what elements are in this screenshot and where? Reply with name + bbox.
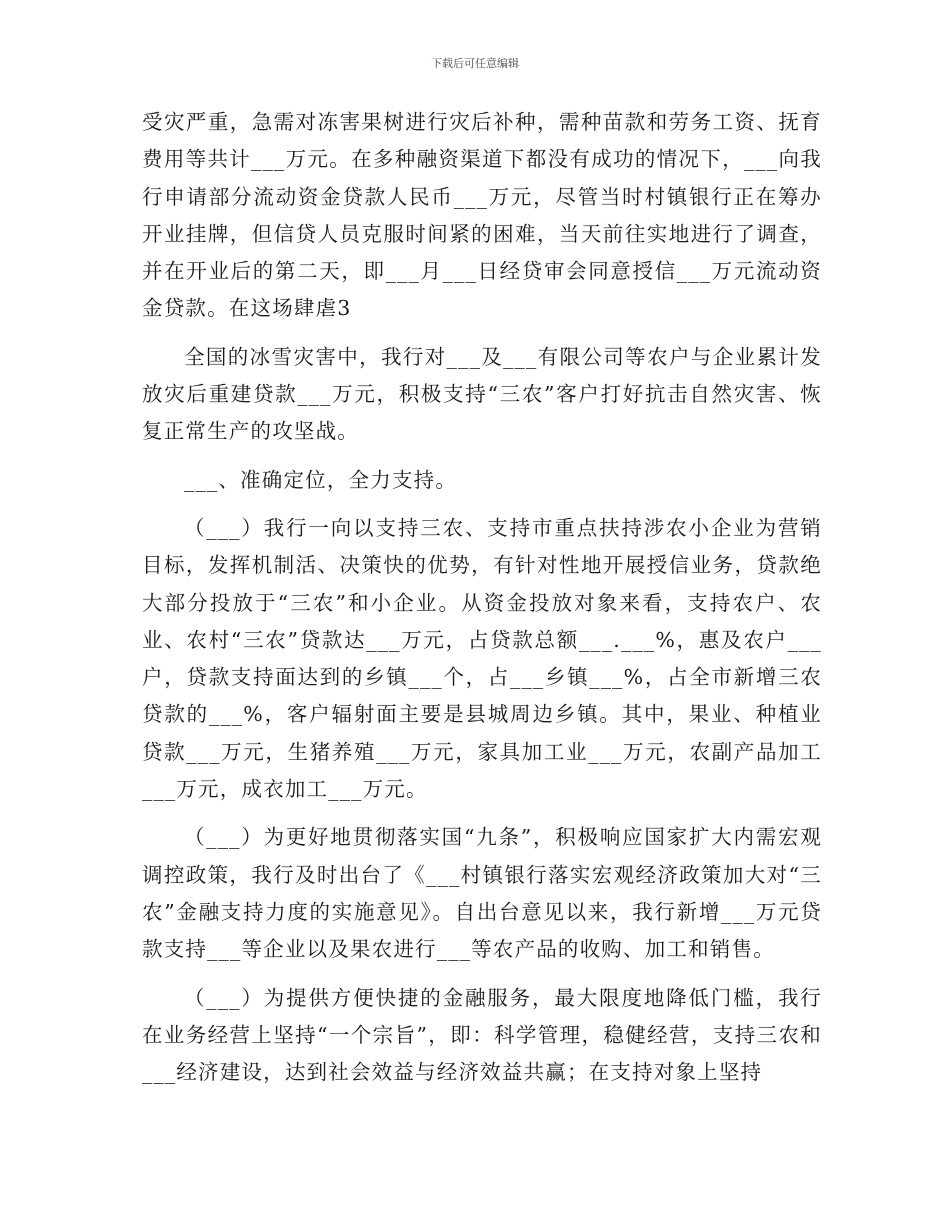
paragraph-2: 全国的冰雪灾害中，我行对___及___有限公司等农户与企业累计发放灾后重建贷款___万元，积极支持“三农”客户打好抗击自然灾害、恢复正常生产的攻坚战。	[142, 344, 822, 444]
paragraph-4: （___）我行一向以支持三农、支持市重点扶持涉农小企业为营销目标，发挥机制活、决策快的优势，有针对性地开展授信业务，贷款绝大部分投放于“三农”和小企业。从资金投放对象来看，支持农户、农业、农村“三农”贷款达___万元，占贷款总额___.___%，惠及农户___户，贷款支持面达到的乡镇___个，占___乡镇___%，占全市新增三农贷款的___%，客户辐射面主要是县城周边乡镇。其中，果业、种植业贷款___万元，生猪养殖___万元，家具加工业___万元，农副产品加工___万元，成衣加工___万元。	[142, 515, 822, 802]
page-header: 下载后可任意编辑	[431, 57, 519, 70]
document-body	[142, 104, 822, 1091]
paragraph-5: （___）为更好地贯彻落实国“九条”，积极响应国家扩大内需宏观调控政策，我行及时出台了《___村镇银行落实宏观经济政策加大对“三农”金融支持力度的实施意见》。自出台意见以来，我行新增___万元贷款支持___等企业以及果农进行___等农产品的收购、加工和销售。	[142, 825, 822, 962]
paragraph-6: （___）为提供方便快捷的金融服务，最大限度地降低门槛，我行在业务经营上坚持“一个宗旨”，即：科学管理，稳健经营，支持三农和___经济建设，达到社会效益与经济效益共赢；在支持对象上坚持	[142, 985, 822, 1085]
paragraph-1: 受灾严重，急需对冻害果树进行灾后补种，需种苗款和劳务工资、抚育费用等共计___万元。在多种融资渠道下都没有成功的情况下，___向我行申请部分流动资金贷款人民币___万元，尽管当时村镇银行正在筹办开业挂牌，但信贷人员克服时间紧的困难，当天前往实地进行了调查，并在开业后的第二天，即___月___日经贷审会同意授信___万元流动资金贷款。在这场肆虐3	[142, 110, 822, 321]
paragraph-3: ___、准确定位，全力支持。	[184, 467, 458, 492]
